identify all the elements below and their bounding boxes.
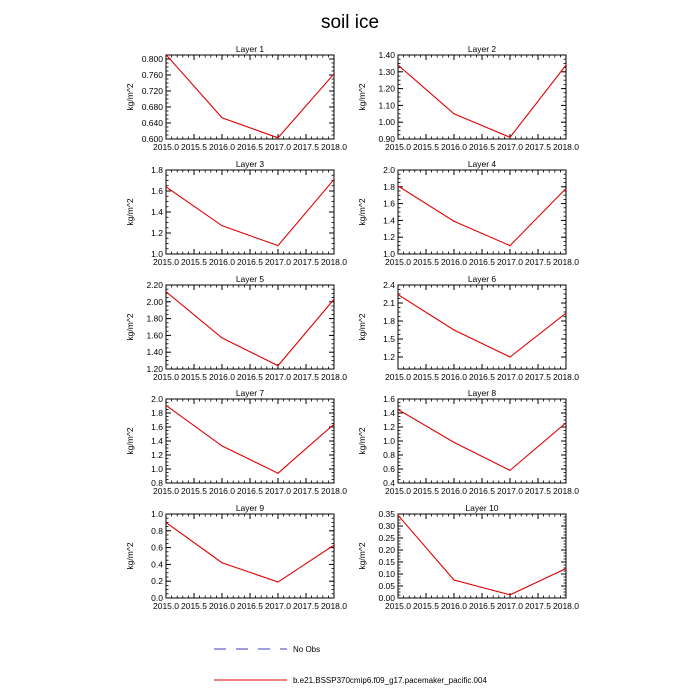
x-tick-label: 2015.5 [181,372,207,382]
y-tick-label: 0.10 [378,569,395,579]
x-tick-label: 2016.5 [469,372,495,382]
panels [125,44,579,611]
x-tick-label: 2016.0 [441,372,467,382]
x-tick-label: 2018.0 [321,257,347,267]
data-point [453,113,454,114]
plot-frame [166,170,334,254]
panel-layer-3 [125,159,347,267]
y-axis-label: kg/m^2 [357,83,367,111]
series-line [166,55,334,138]
y-tick-label: 0.760 [141,70,163,80]
x-tick-label: 2015.0 [385,257,411,267]
series-line [398,295,566,357]
x-tick-label: 2015.5 [181,601,207,611]
series-line [398,186,566,246]
x-tick-label: 2015.0 [385,601,411,611]
panel-layer-9 [125,503,347,611]
plot-frame [166,514,334,598]
series-line [166,522,334,582]
x-tick-label: 2016.0 [209,372,235,382]
x-tick-label: 2017.5 [525,142,551,152]
x-tick-label: 2018.0 [321,601,347,611]
y-tick-label: 0.680 [141,102,163,112]
y-tick-label: 2.1 [383,298,395,308]
y-tick-label: 1.6 [151,186,163,196]
x-tick-label: 2018.0 [321,142,347,152]
data-point [221,445,222,446]
x-tick-label: 2015.5 [413,142,439,152]
x-tick-label: 2016.5 [237,372,263,382]
x-tick-label: 2017.5 [293,372,319,382]
x-tick-label: 2016.0 [441,601,467,611]
series-line [166,179,334,245]
x-tick-label: 2016.0 [209,601,235,611]
data-point [277,137,278,138]
x-tick-label: 2015.0 [153,601,179,611]
x-tick-label: 2017.0 [265,601,291,611]
x-tick-label: 2017.5 [525,601,551,611]
y-tick-label: 1.0 [151,464,163,474]
x-tick-label: 2017.0 [497,601,523,611]
x-tick-label: 2017.5 [525,257,551,267]
y-tick-label: 0.720 [141,86,163,96]
data-point [453,221,454,222]
y-tick-label: 2.0 [383,165,395,175]
x-tick-label: 2017.0 [265,257,291,267]
plot-frame [398,170,566,254]
y-tick-label: 2.0 [151,394,163,404]
y-tick-label: 2.4 [383,280,395,290]
y-axis-label: kg/m^2 [357,427,367,455]
legend [214,645,487,685]
y-tick-label: 1.20 [146,364,163,374]
panel-layer-5 [125,274,347,382]
x-tick-label: 2018.0 [553,601,579,611]
x-tick-label: 2016.5 [469,142,495,152]
data-point [277,245,278,246]
y-tick-label: 0.8 [383,450,395,460]
x-tick-label: 2018.0 [321,372,347,382]
y-tick-label: 1.40 [378,50,395,60]
x-tick-label: 2015.5 [413,601,439,611]
x-tick-label: 2017.5 [293,486,319,496]
x-tick-label: 2018.0 [553,142,579,152]
x-tick-label: 2017.5 [293,601,319,611]
y-tick-label: 0.90 [378,134,395,144]
data-point [509,594,510,595]
y-tick-label: 0.30 [378,521,395,531]
x-tick-label: 2016.5 [237,486,263,496]
panel-title: Layer 8 [467,388,497,398]
panel-title: Layer 3 [235,159,265,169]
x-tick-label: 2017.0 [265,372,291,382]
x-tick-label: 2018.0 [321,486,347,496]
series-line [398,515,566,595]
panel-title: Layer 1 [235,44,265,54]
y-tick-label: 1.2 [151,450,163,460]
data-point [509,137,510,138]
panel-title: Layer 9 [235,503,265,513]
y-tick-label: 0.6 [151,542,163,553]
y-axis-label: kg/m^2 [357,542,367,570]
series-line [398,410,566,471]
y-tick-label: 0.35 [378,509,395,519]
plot-frame [166,399,334,483]
y-tick-label: 1.4 [383,408,395,418]
panel-layer-2 [357,44,579,152]
series-line [166,405,334,473]
plot-frame [398,399,566,483]
y-tick-label: 1.6 [151,422,163,432]
x-tick-label: 2015.0 [153,372,179,382]
y-tick-label: 1.0 [383,436,395,446]
y-axis-label: kg/m^2 [357,198,367,226]
y-tick-label: 0.600 [141,134,163,144]
x-tick-label: 2018.0 [553,486,579,496]
x-tick-label: 2016.0 [209,257,235,267]
x-tick-label: 2015.0 [385,372,411,382]
data-point [277,581,278,582]
data-point [453,329,454,330]
x-tick-label: 2016.0 [209,486,235,496]
y-tick-label: 1.8 [383,316,395,326]
y-tick-label: 0.640 [141,118,163,128]
x-tick-label: 2016.0 [441,257,467,267]
y-tick-label: 1.6 [383,394,395,404]
x-tick-label: 2016.5 [237,601,263,611]
panel-title: Layer 10 [465,503,499,513]
x-tick-label: 2017.5 [293,142,319,152]
series-line [166,292,334,366]
x-tick-label: 2017.0 [497,142,523,152]
y-axis-label: kg/m^2 [357,313,367,341]
panel-layer-8 [357,388,579,496]
y-tick-label: 1.4 [151,436,163,446]
y-axis-label: kg/m^2 [125,83,135,111]
x-tick-label: 2015.5 [413,486,439,496]
y-tick-label: 1.0 [151,509,163,519]
x-tick-label: 2015.0 [385,486,411,496]
x-tick-label: 2015.5 [181,142,207,152]
y-tick-label: 1.20 [378,83,395,94]
y-tick-label: 0.0 [151,593,163,603]
data-point [509,356,510,357]
y-tick-label: 0.800 [141,54,163,64]
y-tick-label: 1.6 [383,198,395,209]
y-tick-label: 0.4 [151,559,163,570]
x-tick-label: 2017.5 [525,372,551,382]
panel-layer-10 [357,503,579,611]
x-tick-label: 2017.0 [497,486,523,496]
data-point [509,470,510,471]
data-point [221,117,222,118]
figure-title: soil ice [320,12,380,33]
y-tick-label: 1.10 [378,100,395,111]
x-tick-label: 2015.5 [181,486,207,496]
x-tick-label: 2017.5 [293,257,319,267]
x-tick-label: 2016.5 [237,257,263,267]
x-tick-label: 2017.5 [525,486,551,496]
legend-label-model: b.e21.BSSP370cmip6.f09_g17.pacemaker_pacific.004 [293,676,487,685]
y-tick-label: 0.00 [378,593,395,603]
y-tick-label: 0.8 [151,478,163,488]
y-tick-label: 1.8 [383,181,395,192]
x-tick-label: 2016.5 [469,257,495,267]
plot-frame [398,514,566,598]
y-tick-label: 0.4 [383,478,395,488]
panel-title: Layer 4 [467,159,497,169]
y-tick-label: 1.4 [383,215,395,226]
data-point [277,473,278,474]
panel-layer-4 [357,159,579,267]
y-tick-label: 1.4 [151,207,163,217]
panel-layer-7 [125,388,347,496]
y-tick-label: 1.30 [378,66,395,77]
y-tick-label: 1.2 [383,352,395,362]
y-axis-label: kg/m^2 [125,198,135,226]
y-tick-label: 1.40 [146,347,163,358]
x-tick-label: 2017.0 [497,372,523,382]
data-point [453,579,454,580]
x-tick-label: 2016.5 [237,142,263,152]
x-tick-label: 2016.0 [209,142,235,152]
x-tick-label: 2015.0 [153,486,179,496]
x-tick-label: 2017.0 [265,142,291,152]
plot-frame [398,285,566,369]
panel-title: Layer 7 [235,388,265,398]
x-tick-label: 2015.0 [153,257,179,267]
y-axis-label: kg/m^2 [125,542,135,570]
legend-label-no-obs: No Obs [293,645,321,654]
y-tick-label: 1.0 [151,249,163,259]
series-line [398,65,566,137]
x-tick-label: 2015.0 [153,142,179,152]
y-tick-label: 1.80 [146,313,163,324]
y-tick-label: 1.8 [151,408,163,418]
data-point [221,337,222,338]
x-tick-label: 2015.5 [413,257,439,267]
y-tick-label: 0.6 [383,464,395,474]
plot-frame [166,285,334,369]
y-tick-label: 0.2 [151,576,163,587]
x-tick-label: 2016.5 [469,601,495,611]
panel-layer-1 [125,44,347,152]
x-tick-label: 2016.5 [469,486,495,496]
y-tick-label: 1.2 [151,228,163,238]
panel-layer-6 [357,274,579,382]
x-tick-label: 2018.0 [553,257,579,267]
panel-title: Layer 2 [467,44,497,54]
data-point [221,562,222,563]
y-tick-label: 1.5 [383,334,395,344]
y-tick-label: 1.60 [146,330,163,341]
panel-title: Layer 5 [235,274,265,284]
y-tick-label: 0.20 [378,545,395,555]
x-tick-label: 2016.0 [441,142,467,152]
x-tick-label: 2018.0 [553,372,579,382]
y-tick-label: 1.2 [383,422,395,432]
y-tick-label: 0.25 [378,533,395,543]
y-tick-label: 1.2 [383,232,395,243]
y-tick-label: 2.00 [146,296,163,307]
data-point [277,365,278,366]
plot-frame [166,55,334,139]
y-tick-label: 1.8 [151,165,163,175]
x-tick-label: 2015.0 [385,142,411,152]
y-tick-label: 0.05 [378,581,395,591]
y-tick-label: 1.0 [383,249,395,259]
y-axis-label: kg/m^2 [125,313,135,341]
data-point [509,245,510,246]
y-tick-label: 0.15 [378,557,395,567]
y-tick-label: 1.00 [378,117,395,128]
data-point [453,442,454,443]
x-tick-label: 2016.0 [441,486,467,496]
x-tick-label: 2015.5 [181,257,207,267]
x-tick-label: 2017.0 [497,257,523,267]
y-tick-label: 2.20 [146,280,163,290]
panel-title: Layer 6 [467,274,497,284]
x-tick-label: 2015.5 [413,372,439,382]
y-axis-label: kg/m^2 [125,427,135,455]
x-tick-label: 2017.0 [265,486,291,496]
y-tick-label: 0.8 [151,525,163,536]
data-point [221,225,222,226]
